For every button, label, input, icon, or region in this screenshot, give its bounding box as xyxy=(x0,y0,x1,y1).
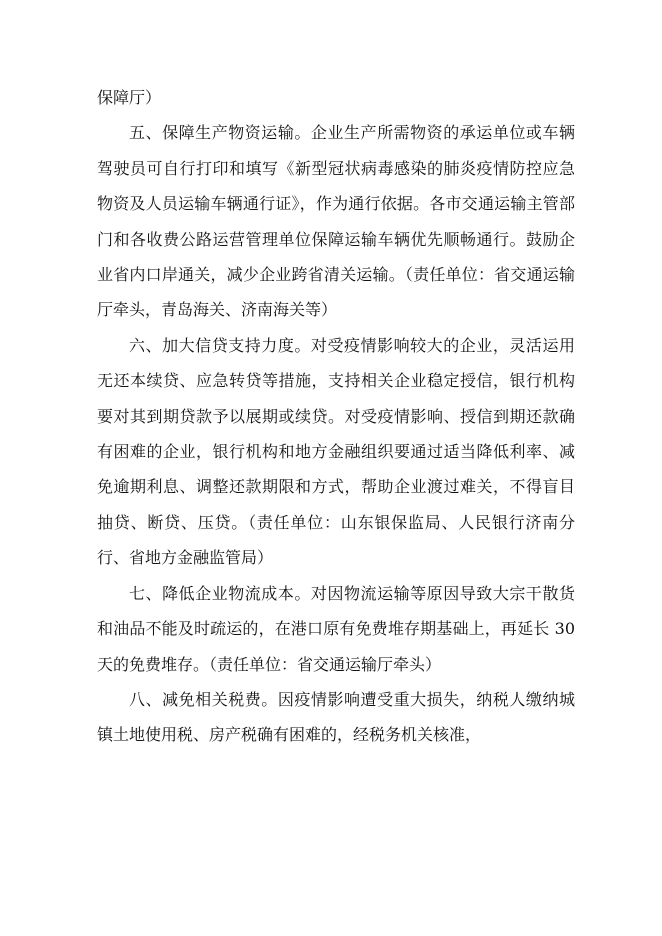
paragraph-item-8: 八、减免相关税费。因疫情影响遭受重大损失，纳税人缴纳城镇土地使用税、房产税确有困难的，经税务机关核准， xyxy=(97,689,575,745)
paragraph-item-5: 五、保障生产物资运输。企业生产所需物资的承运单位或车辆驾驶员可自行打印和填写《新型冠状病毒感染的肺炎疫情防控应急物资及人员运输车辆通行证》，作为通行依据。各市交通运输主管部门和各收费公路运营管理单位保障运输车辆优先顺畅通行。鼓励企业省内口岸通关，减少企业跨省清关运输。（责任单位：省交通运输厅牵头，青岛海关、济南海关等） xyxy=(97,123,575,320)
document-body xyxy=(97,80,575,753)
paragraph-item-6: 六、加大信贷支持力度。对受疫情影响较大的企业，灵活运用无还本续贷、应急转贷等措施，支持相关企业稳定授信，银行机构要对其到期贷款予以展期或续贷。对受疫情影响、授信到期还款确有困难的企业，银行机构和地方金融组织要通过适当降低利率、减免逾期利息、调整还款期限和方式，帮助企业渡过难关，不得盲目抽贷、断贷、压贷。（责任单位：山东银保监局、人民银行济南分行、省地方金融监管局） xyxy=(97,335,575,568)
paragraph-item-7: 七、降低企业物流成本。对因物流运输等原因导致大宗干散货和油品不能及时疏运的，在港口原有免费堆存期基础上，再延长 30 天的免费堆存。（责任单位：省交通运输厅牵头） xyxy=(97,583,575,674)
paragraph-continuation: 保障厅） xyxy=(97,88,162,107)
